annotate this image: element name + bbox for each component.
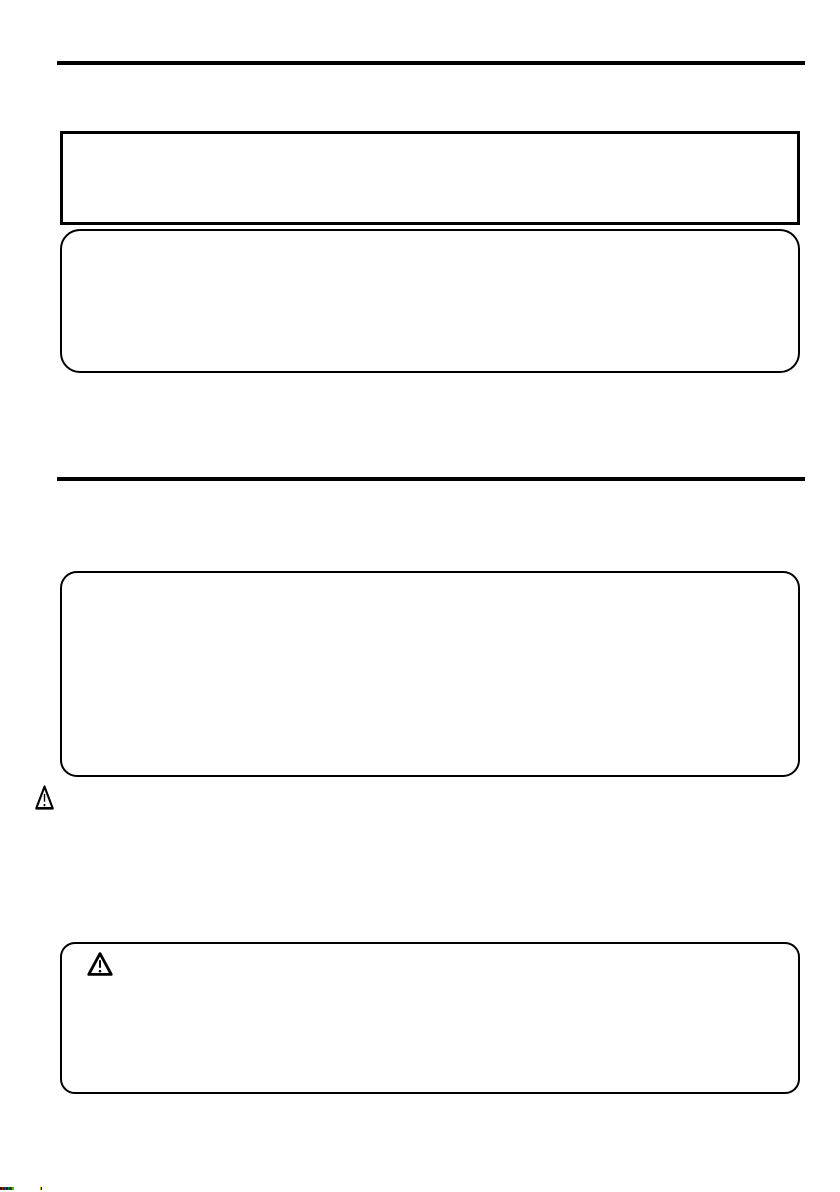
- main-panel-rounded: [60, 571, 800, 777]
- caution-panel-rounded: [60, 942, 800, 1094]
- notice-box-square: [60, 131, 800, 225]
- notice-box-rounded: [60, 229, 800, 373]
- warning-triangle-icon: [87, 951, 113, 977]
- top-rule: [57, 61, 805, 65]
- clipped-subpixel-text-fragment: [0, 1187, 90, 1192]
- section-divider-rule: [57, 477, 805, 481]
- warning-triangle-icon: [35, 784, 54, 811]
